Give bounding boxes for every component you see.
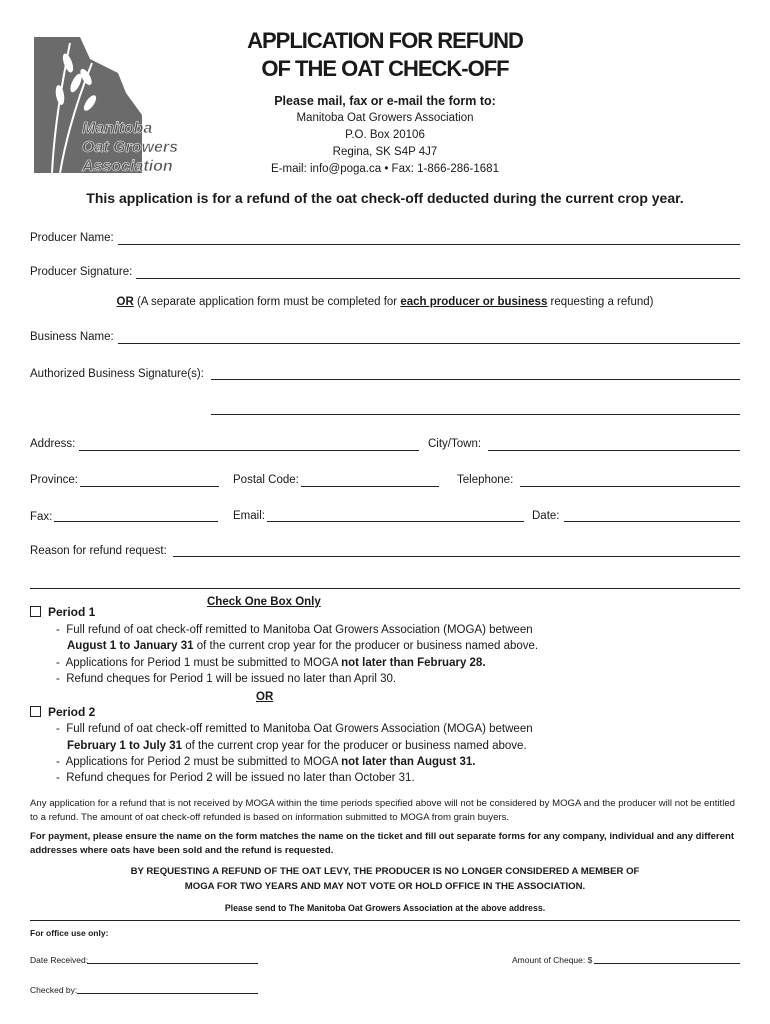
date-field[interactable]: [564, 521, 740, 522]
amount-of-cheque-label: Amount of Cheque: $: [512, 955, 593, 965]
period-2-bullet-1a: - Full refund of oat check-off remitted to Manitoba Oat Growers Association (MOGA) between: [56, 723, 533, 735]
or-bold: each producer or business: [400, 296, 548, 308]
date-received-label: Date Received:: [30, 955, 89, 965]
moga-logo: [30, 33, 200, 178]
auth-signature-label: Authorized Business Signature(s):: [30, 368, 204, 380]
mail-heading: Please mail, fax or e-mail the form to:: [274, 94, 496, 108]
payment-paragraph: For payment, please ensure the name on the form matches the name on the ticket and fill out separate forms for any company, individual and any different addresses where oats have been sold and the refund is requested.: [30, 831, 735, 856]
period-1-bullet-2: - Applications for Period 1 must be submitted to MOGA not later than February 28.: [56, 657, 486, 669]
period-1-bullet-1b: August 1 to January 31 of the current crop year for the producer or business named above.: [67, 640, 539, 652]
logo-line-1: Manitoba: [82, 120, 153, 137]
business-name-label: Business Name:: [30, 331, 114, 343]
mail-city: Regina, SK S4P 4J7: [332, 146, 438, 158]
date-received-field[interactable]: [87, 963, 258, 964]
checkbox-period-1[interactable]: [30, 606, 41, 617]
period-2-bullet-3: - Refund cheques for Period 2 will be issued no later than October 31.: [56, 772, 415, 784]
eligibility-paragraph: Any application for a refund that is not received by MOGA within the time periods specified above will not be considered by MOGA and the producer will not be entitled to a refund. The amount of oat check-off refunded is based on information submitted to MOGA from grain buyers.: [30, 798, 735, 823]
page-title-line-1: APPLICATION FOR REFUND: [247, 28, 523, 53]
reason-field[interactable]: [173, 556, 740, 557]
checkbox-period-2[interactable]: [30, 706, 41, 717]
checked-by-field[interactable]: [77, 993, 258, 994]
province-label: Province:: [30, 474, 78, 486]
producer-signature-field[interactable]: [136, 278, 740, 279]
check-one-heading: Check One Box Only: [207, 596, 321, 608]
address-field[interactable]: [79, 450, 419, 451]
telephone-label: Telephone:: [457, 474, 514, 486]
period-2-option[interactable]: [30, 705, 95, 719]
period-2-bullet-1b: February 1 to July 31 of the current crop year for the producer or business named above.: [67, 740, 527, 752]
auth-signature-field[interactable]: [211, 379, 740, 380]
or-text-1: (A separate application form must be completed for: [133, 296, 401, 308]
period-1-bullet-3: - Refund cheques for Period 1 will be issued no later than April 30.: [56, 673, 397, 685]
postal-code-label: Postal Code:: [233, 474, 299, 486]
mail-org: Manitoba Oat Growers Association: [296, 112, 474, 124]
period-1-label: Period 1: [48, 605, 96, 619]
city-field[interactable]: [488, 450, 740, 451]
or-word: OR: [116, 296, 134, 308]
postal-code-field[interactable]: [301, 486, 439, 487]
producer-name-field[interactable]: [118, 244, 740, 245]
reason-field-2[interactable]: [30, 588, 740, 589]
intro-statement: This application is for a refund of the oat check-off deducted during the current crop year.: [86, 190, 684, 206]
notice-line-1: BY REQUESTING A REFUND OF THE OAT LEVY, THE PRODUCER IS NO LONGER CONSIDERED A MEMBER OF: [130, 866, 640, 877]
city-label: City/Town:: [428, 438, 482, 450]
address-label: Address:: [30, 438, 76, 450]
email-label: Email:: [233, 510, 265, 522]
email-field[interactable]: [267, 521, 524, 522]
office-divider: [30, 920, 740, 921]
or-note: [20, 296, 750, 308]
period-2-label: Period 2: [48, 705, 96, 719]
period-1-option[interactable]: [30, 605, 95, 619]
producer-signature-label: Producer Signature:: [30, 266, 133, 278]
province-field[interactable]: [80, 486, 219, 487]
checked-by-label: Checked by:: [30, 985, 78, 995]
fax-field[interactable]: [54, 521, 218, 522]
page-title-line-2: OF THE OAT CHECK-OFF: [261, 56, 509, 81]
date-label: Date:: [532, 510, 560, 522]
notice-line-2: MOGA FOR TWO YEARS AND MAY NOT VOTE OR HOLD OFFICE IN THE ASSOCIATION.: [184, 881, 586, 892]
amount-of-cheque-field[interactable]: [594, 963, 740, 964]
producer-name-label: Producer Name:: [30, 232, 114, 244]
logo-line-2: Oat Growers: [82, 139, 179, 156]
logo-line-3: Association: [82, 158, 173, 175]
period-2-bullet-2: - Applications for Period 2 must be submitted to MOGA not later than August 31.: [56, 756, 476, 768]
reason-label: Reason for refund request:: [30, 545, 167, 557]
mail-pobox: P.O. Box 20106: [345, 129, 425, 141]
business-name-field[interactable]: [118, 343, 740, 344]
send-instruction: Please send to The Manitoba Oat Growers Association at the above address.: [224, 903, 546, 913]
auth-signature-field-2[interactable]: [211, 414, 740, 415]
telephone-field[interactable]: [520, 486, 740, 487]
office-heading: For office use only:: [30, 928, 109, 938]
fax-label: Fax:: [30, 511, 53, 523]
mail-contact: E-mail: info@poga.ca • Fax: 1-866-286-1681: [271, 163, 499, 175]
or-text-2: requesting a refund): [547, 296, 654, 308]
or-separator: OR: [256, 691, 274, 703]
period-1-bullet-1a: - Full refund of oat check-off remitted to Manitoba Oat Growers Association (MOGA) between: [56, 624, 533, 636]
